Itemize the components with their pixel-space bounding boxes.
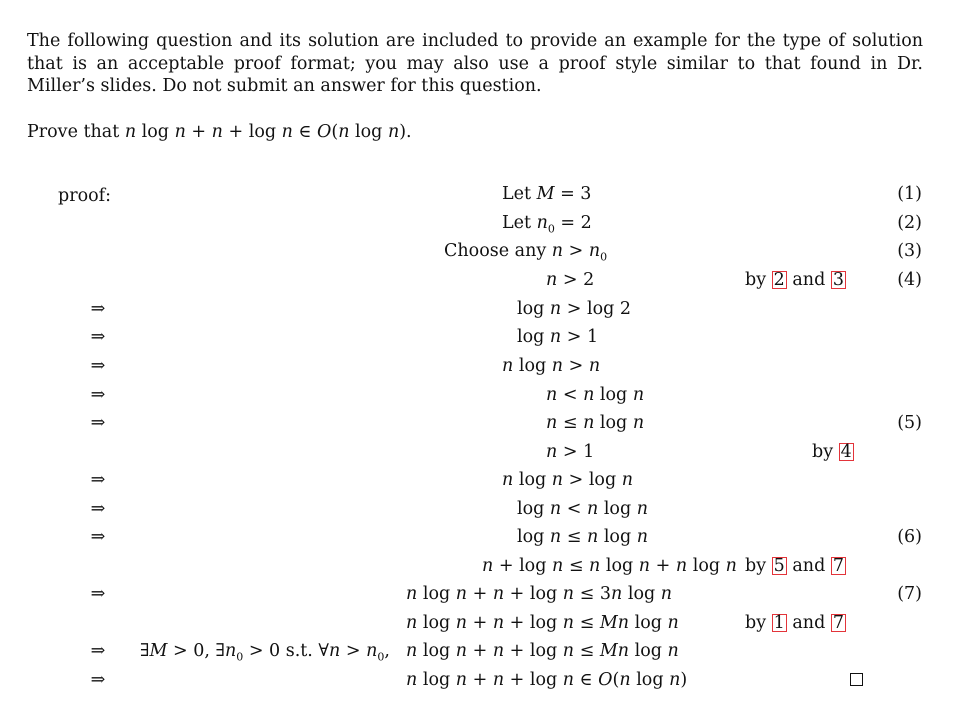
statement: log n < n log n (517, 499, 649, 519)
statement: n log n + n + log n ≤ Mn log n (406, 641, 679, 661)
implies-arrow-icon: ⇒ (90, 499, 106, 519)
proof-line-12 (0, 499, 960, 527)
proof-label: proof: (58, 186, 112, 206)
statement: n log n + n + log n ≤ Mn log n (406, 613, 679, 633)
proof-line-1 (0, 184, 960, 212)
equation-number: (7) (897, 584, 922, 604)
implies-arrow-icon: ⇒ (90, 527, 106, 547)
quantifier-prefix: ∃M > 0, $\exists n_0 > 0$ s.t. ∀n > $n_0$, (140, 641, 390, 664)
proof-line-4 (0, 270, 960, 298)
proof-line-13 (0, 527, 960, 555)
implies-arrow-icon: ⇒ (90, 356, 106, 376)
statement: n log n + n + log n ≤ 3n log n (406, 584, 673, 604)
proof-line-9 (0, 413, 960, 441)
statement: n > 2 (546, 270, 595, 290)
proof-line-2 (0, 213, 960, 241)
statement: n log n + n + log n ∈ O(n log n) (406, 670, 688, 690)
justification: by 5 and 7 (745, 556, 844, 576)
statement: n + log n ≤ n log n + n log n (482, 556, 737, 576)
proof-line-10 (0, 442, 960, 470)
equation-number: (6) (897, 527, 922, 547)
statement: log n > 1 (517, 327, 599, 347)
ref-2[interactable]: 2 (773, 270, 785, 290)
justification: by 1 and 7 (745, 613, 844, 633)
ref-3[interactable]: 3 (832, 270, 844, 290)
proof-line-3 (0, 241, 960, 269)
ref-5[interactable]: 5 (773, 556, 785, 576)
equation-number: (1) (897, 184, 922, 204)
equation-number: (4) (897, 270, 922, 290)
proof-line-17 (0, 641, 960, 669)
qed-square-icon (850, 673, 863, 686)
proof-line-16 (0, 613, 960, 641)
ref-1[interactable]: 1 (773, 613, 785, 633)
proof-line-5 (0, 299, 960, 327)
implies-arrow-icon: ⇒ (90, 299, 106, 319)
proof-line-8 (0, 385, 960, 413)
proof-line-18 (0, 670, 960, 698)
ref-4[interactable]: 4 (840, 442, 852, 462)
statement: Let $n_0 = 2$ (502, 213, 592, 236)
implies-arrow-icon: ⇒ (90, 641, 106, 661)
statement: n ≤ n log n (546, 413, 645, 433)
justification: by 4 (812, 442, 852, 462)
implies-arrow-icon: ⇒ (90, 670, 106, 690)
statement: Let M = 3 (502, 184, 592, 204)
implies-arrow-icon: ⇒ (90, 584, 106, 604)
proof-line-7 (0, 356, 960, 384)
ref-7[interactable]: 7 (832, 556, 844, 576)
statement: n log n > n (502, 356, 601, 376)
implies-arrow-icon: ⇒ (90, 413, 106, 433)
implies-arrow-icon: ⇒ (90, 327, 106, 347)
implies-arrow-icon: ⇒ (90, 385, 106, 405)
equation-number: (2) (897, 213, 922, 233)
intro-paragraph: The following question and its solution are included to provide an example for the type of solution that is an acceptable proof format; you may also use a proof style similar to that found in Dr. Miller’s slides. Do not submit an answer for this question. (27, 31, 923, 96)
statement: log n ≤ n log n (517, 527, 649, 547)
proof-line-15 (0, 584, 960, 612)
ref-7[interactable]: 7 (832, 613, 844, 633)
justification: by 2 and 3 (745, 270, 844, 290)
proof-line-14 (0, 556, 960, 584)
proof-line-11 (0, 470, 960, 498)
statement: log n > log 2 (517, 299, 632, 319)
implies-arrow-icon: ⇒ (90, 470, 106, 490)
statement: Choose any $n > n_0$ (444, 241, 608, 264)
problem-statement: Prove that n log n + n + log n ∈ O(n log n). (27, 122, 412, 142)
equation-number: (5) (897, 413, 922, 433)
equation-number: (3) (897, 241, 922, 261)
proof-line-6 (0, 327, 960, 355)
statement: n log n > log n (502, 470, 633, 490)
statement: n < n log n (546, 385, 645, 405)
statement: n > 1 (546, 442, 595, 462)
